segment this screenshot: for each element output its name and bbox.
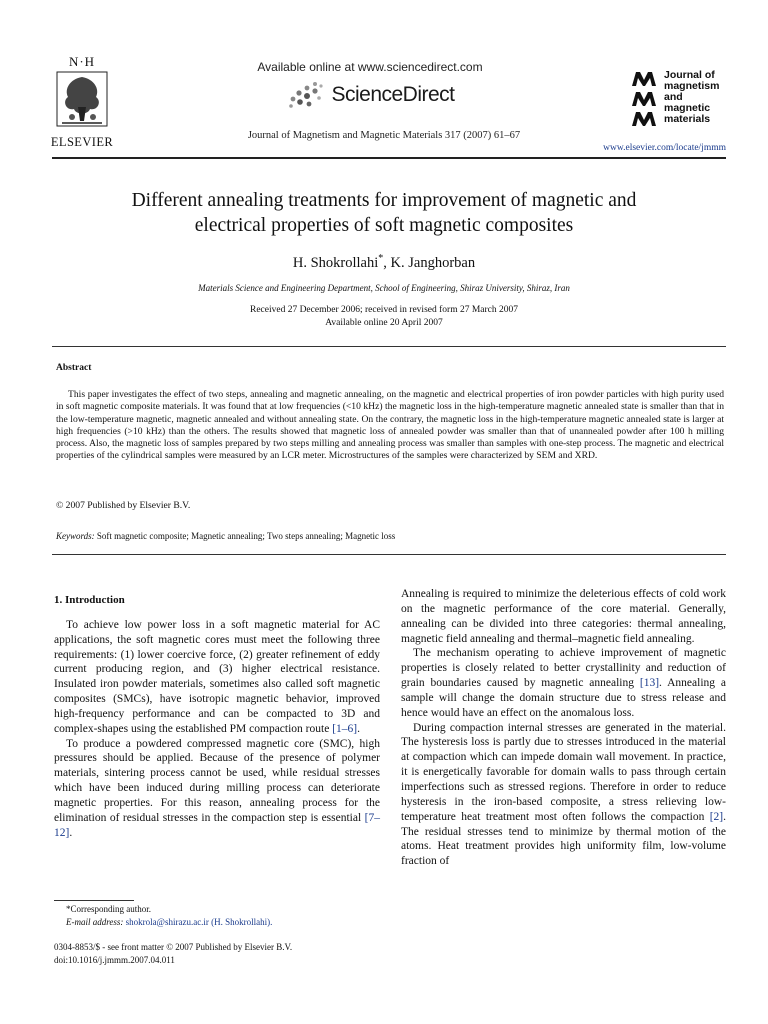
email-note [54,916,272,929]
paragraph-text: . [69,826,73,839]
section-heading: 1. Introduction [54,594,125,606]
available-online-text[interactable]: Available online at www.sciencedirect.com [257,60,483,74]
author-name[interactable]: H. Shokrollahi [292,254,379,271]
abstract-heading: Abstract [56,363,92,373]
keywords [56,531,395,541]
abstract-top-divider [52,346,726,347]
title-line: electrical properties of soft magnetic composites [194,215,574,236]
paragraph-text: The mechanism operating to achieve improvement of magnetic properties is closely related to better crystallinity and reduction of grain boundaries caused by magnetic annealing [401,647,726,690]
affiliation: Materials Science and Engineering Department, School of Engineering, Shiraz University, Shiraz, Iran [198,283,570,293]
paragraph-text: During compaction internal stresses are generated in the material. The hysteresis loss is partly due to stresses introduced in the material at compaction which can impede domain wall movement. In practice, it is energetically favorable for domain walls to pass through certain imperfections such as stressed regions. Therefore in order to reduce hysteresis in the iron-based composite, a stress relieving low-temperature heat treatment most often follows the compaction [401,721,726,823]
footnote [54,903,272,928]
header-divider [52,157,726,159]
email-label: E-mail address: [66,916,124,927]
issn-block [54,941,292,967]
journal-logo-line: and [664,91,683,103]
doi-link[interactable]: doi:10.1016/j.jmmm.2007.04.011 [54,955,175,965]
elsevier-tree-icon [56,71,108,127]
paragraph [401,646,726,720]
paragraph-text: To achieve low power loss in a soft magnetic material for AC applications, the soft magnetic cores must meet the following three requirements: (1) lower coercive force, (2) greater refinement of eddy current producing region, and (3) higher electrical resistance. Insulated iron powder materials, sometimes also called soft magnetic composites (SMCs), have isotropic magnetic behavior, improved high-frequency performance and can be compacted to 3D and complex-shapes using the established PM compaction route [54,618,380,735]
paragraph-text: . [357,722,360,735]
sciencedirect-banner [240,60,500,110]
issn-text: 0304-8853/$ - see front matter © 2007 Published by Elsevier B.V. [54,942,293,952]
north-holland-mark: N·H [68,54,96,69]
paragraph [54,618,380,737]
publisher-name: ELSEVIER [50,135,114,149]
footnote-divider [54,900,134,901]
paragraph [54,737,380,841]
journal-logo-line: magnetic [664,102,711,114]
jmmm-logo [630,70,719,128]
author-name[interactable]: K. Janghorban [390,254,476,271]
abstract-copyright: © 2007 Published by Elsevier B.V. [56,500,191,511]
article-title [60,188,708,238]
corresponding-author-mark[interactable]: * [378,253,384,264]
article-dates [0,304,768,330]
author-separator: , [383,254,391,271]
journal-logo-line: Journal of [664,69,715,81]
citation-link[interactable]: [1–6] [332,722,358,735]
journal-logo-text [664,70,719,125]
corresponding-author-note: *Corresponding author. [66,904,151,914]
left-column [54,593,380,841]
journal-reference: Journal of Magnetism and Magnetic Materials 317 (2007) 61–67 [247,130,521,141]
citation-link[interactable]: [13] [639,677,660,690]
journal-url-link[interactable]: www.elsevier.com/locate/jmmm [603,143,726,153]
paragraph: Annealing is required to minimize the deleterious effects of cold work on the magnetic performance of the core material. Generally, annealing can be divided into three categories: thermal annealing, magnetic field annealing and thermal–magnetic field annealing. [401,588,726,645]
sciencedirect-dots-icon [285,80,329,110]
keywords-list: Soft magnetic composite; Magnetic annealing; Two steps annealing; Magnetic loss [96,531,396,541]
sciencedirect-wordmark: ScienceDirect [331,83,455,106]
email-link[interactable]: shokrola@shirazu.ac.ir (H. Shokrollahi). [125,916,273,927]
right-column [401,587,726,869]
paragraph-text: . Annealing a sample will change the domain structure due to stress release and hence would have an effect on the anomalous loss. [401,677,726,719]
abstract-text: This paper investigates the effect of two steps, annealing and magnetic annealing, on the magnetic and electrical properties of iron powder particles with high purity used in soft magnetic composite materials. It was found that at low frequencies (<10 kHz) the magnetic loss in the high-temperature magnetic annealed state is smaller than that in the low-temperature magnetic, magnetic annealed and without annealing state. On the contrary, the magnetic loss in the high-temperature magnetic annealed state is larger at high frequencies (>10 kHz) than the others. The results showed that magnetic loss of annealed powder was smaller than that of unannealed powder after 100 h milling process. Also, the magnetic loss of samples prepared by two steps milling and annealing process was smaller than samples with one-step process. The magnetic and electrical properties of the cylindrical samples were measured by an LCR meter. Microstructures of the samples were characterized by SEM and XRD. [56,389,724,462]
journal-logo-line: magnetism [664,80,720,92]
citation-link[interactable]: [2] [709,810,724,823]
title-line: Different annealing treatments for improvement of magnetic and [131,190,637,211]
citation-link[interactable]: [7–12] [54,811,380,839]
keywords-label: Keywords: [56,531,95,541]
received-date: Received 27 December 2006; received in revised form 27 March 2007 [249,305,518,315]
available-date: Available online 20 April 2007 [325,318,443,328]
paragraph [401,721,726,869]
journal-logo-line: materials [664,113,711,125]
abstract-bottom-divider [52,554,726,555]
paragraph-text: To produce a powdered compressed magnetic core (SMC), high pressures should be applied. Because of the presence of polymer materials, sintering process cannot be used, while residual stresses which have been induced during milling process can deteriorate magnetic properties. For this reason, annealing process for the elimination of residual stresses in the compaction step is essential [54,737,380,824]
journal-m-logo-icon [630,70,660,128]
paragraph-text: . The residual stresses tend to minimize by thermal motion of the atoms. Heat treatment provides high uniformity film, low-volume fraction of [401,810,726,868]
author-list [0,253,768,272]
